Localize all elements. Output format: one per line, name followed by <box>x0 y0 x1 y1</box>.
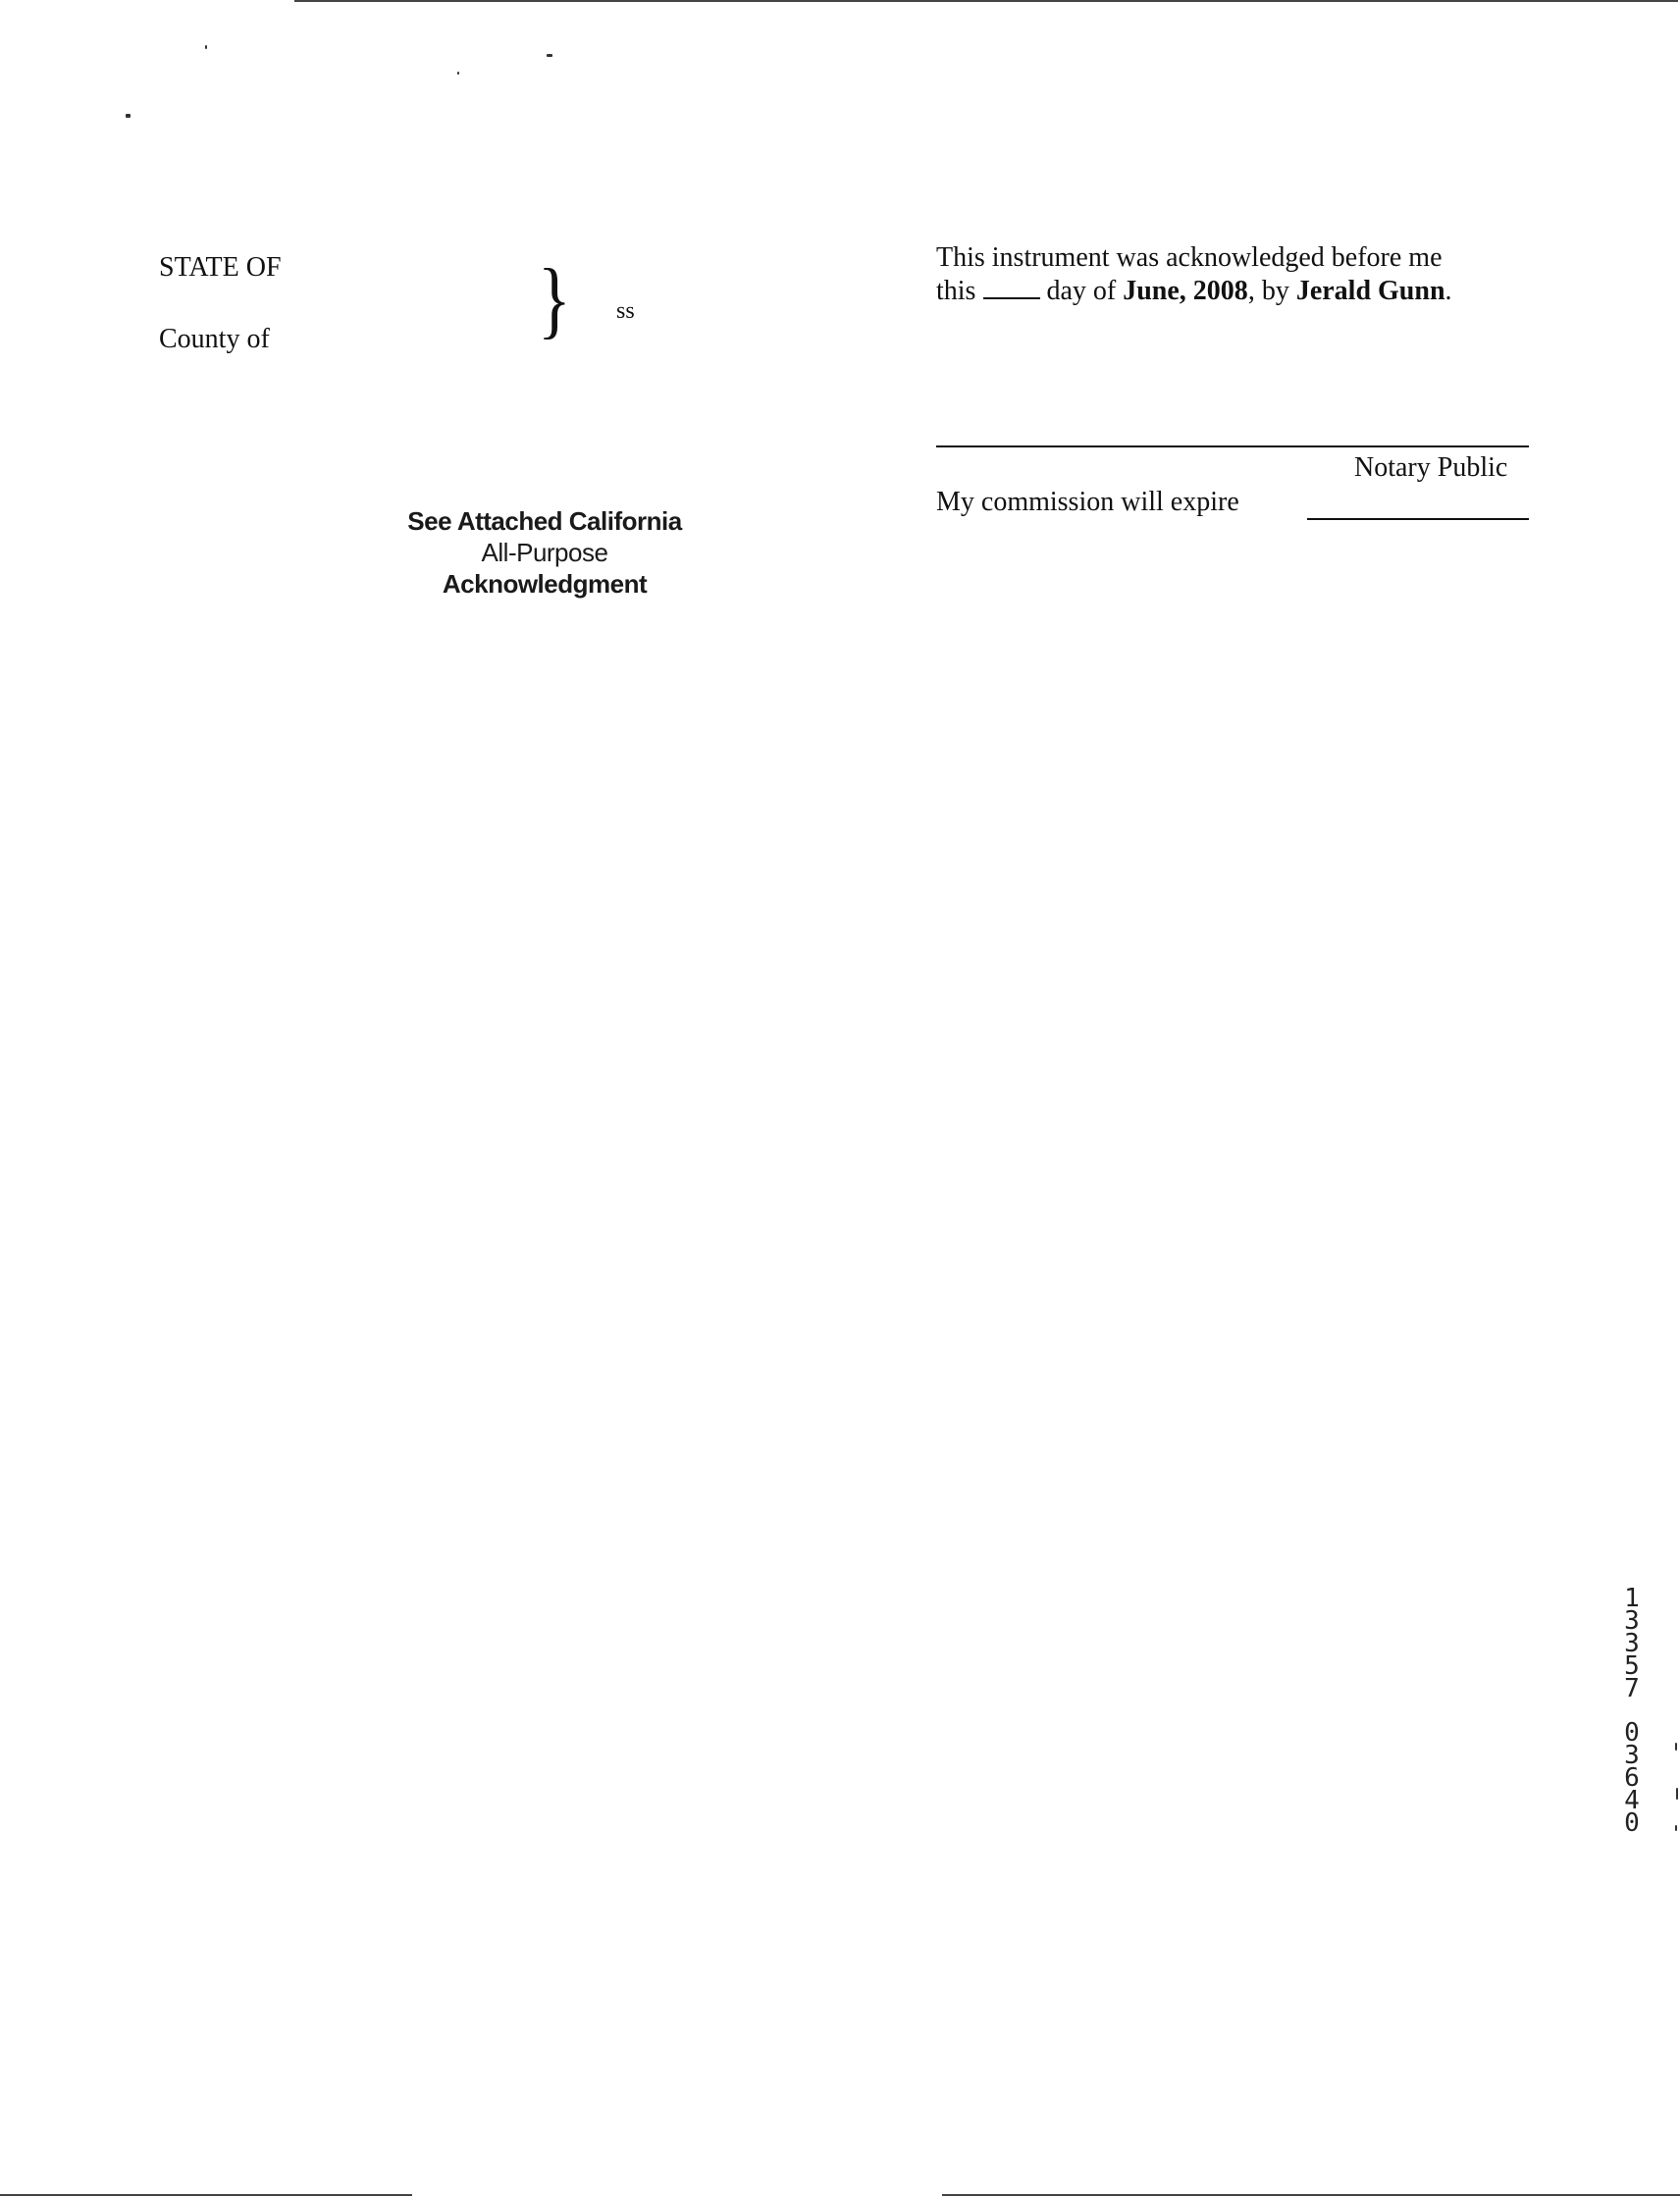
acknowledgment-text <box>936 241 1545 308</box>
scan-speck <box>1675 1825 1677 1831</box>
scan-speck <box>1675 1743 1677 1751</box>
stamp-line-3: Acknowledgment <box>442 569 648 599</box>
scan-edge-top <box>294 0 1678 2</box>
stamp-line-1: See Attached California <box>407 506 682 536</box>
doc-digit: 4 <box>1624 1786 1640 1815</box>
commission-expire-label: My commission will expire <box>936 487 1239 517</box>
scan-edge-bottom-right <box>942 2194 1680 2196</box>
document-number <box>1615 1584 1649 1838</box>
doc-digit: 5 <box>1624 1651 1640 1681</box>
notary-public-label: Notary Public <box>1354 452 1508 483</box>
doc-digit: 3 <box>1624 1629 1640 1658</box>
ss-label: ss <box>616 298 635 324</box>
doc-digit: 1 <box>1624 1584 1640 1613</box>
doc-digit: 0 <box>1624 1718 1640 1748</box>
day-of-text: day of <box>1046 276 1117 306</box>
doc-digit: 7 <box>1624 1674 1640 1703</box>
california-acknowledgment-stamp <box>383 505 707 600</box>
by-text: , by <box>1247 276 1289 306</box>
this-word: this <box>936 276 976 306</box>
doc-digit: 0 <box>1624 1808 1640 1838</box>
acknowledgment-date: June, 2008 <box>1123 276 1248 306</box>
acknowledgment-line-1: This instrument was acknowledged before me <box>936 242 1443 273</box>
signer-name: Jerald Gunn <box>1295 276 1445 306</box>
county-of-label: County of <box>159 324 270 354</box>
day-blank <box>983 276 1040 299</box>
scan-speck <box>1676 1788 1678 1800</box>
doc-digit: 3 <box>1624 1741 1640 1770</box>
state-of-label: STATE OF <box>159 252 282 283</box>
acknowledgment-line-2 <box>936 275 1545 308</box>
venue-brace: } <box>538 252 571 347</box>
period: . <box>1444 276 1452 306</box>
commission-expire-blank <box>1307 518 1529 520</box>
scan-edge-bottom-left <box>0 2194 412 2196</box>
scan-speck <box>547 54 552 57</box>
doc-digit: 3 <box>1624 1606 1640 1636</box>
scan-speck <box>457 72 459 75</box>
doc-digit: 6 <box>1624 1763 1640 1793</box>
stamp-line-2: All-Purpose <box>481 538 608 567</box>
notary-signature-line <box>936 445 1529 447</box>
scan-speck <box>126 114 131 118</box>
scan-speck <box>205 45 207 49</box>
